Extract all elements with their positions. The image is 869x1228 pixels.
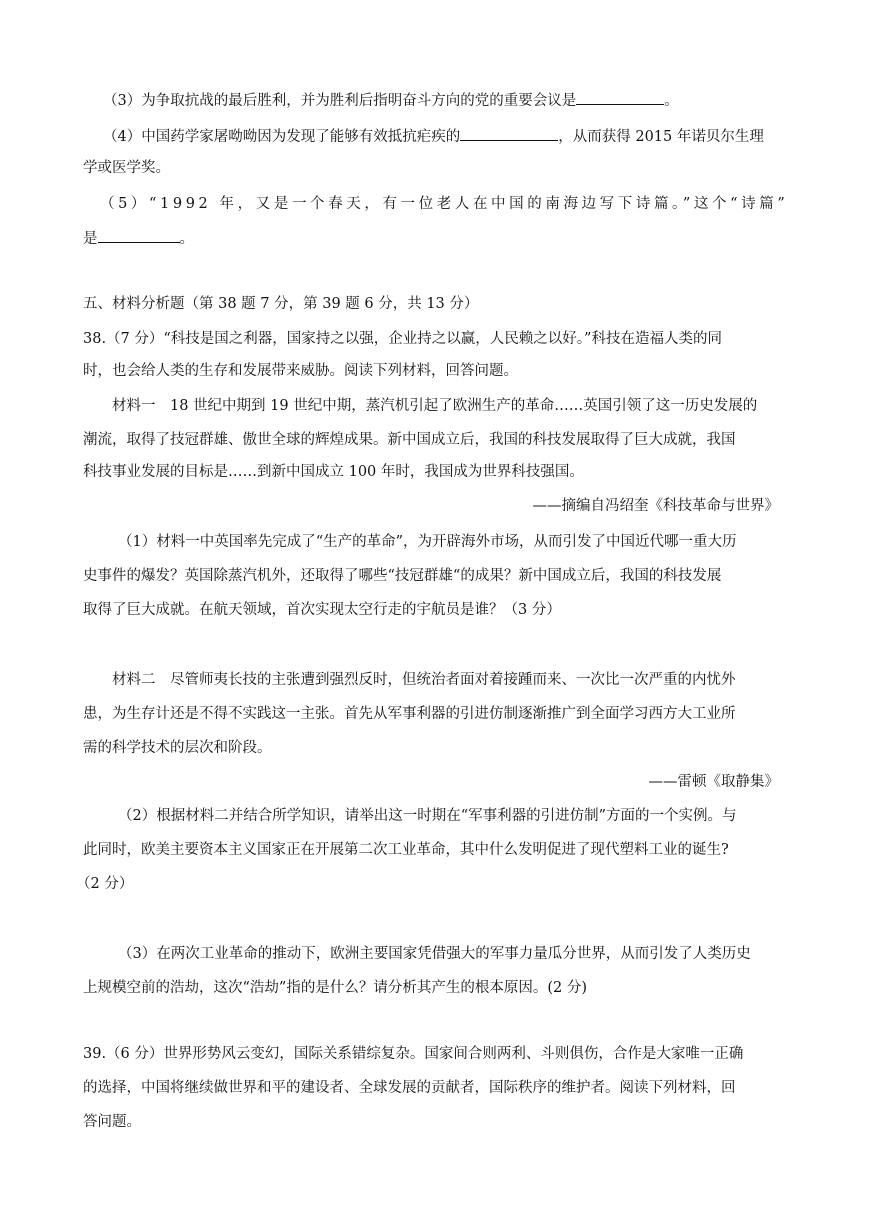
- section-heading: 五、材料分析题（第 38 题 7 分，第 39 题 6 分，共 13 分）: [83, 296, 479, 312]
- material-2-line-2: 患，为生存计还是不得不实践这一主张。首先从军事利器的引进仿制逐渐推广到全面学习西方大工业所: [83, 706, 736, 722]
- question-5-line-2: [83, 228, 194, 249]
- q39-line-3: 答问题。: [83, 1114, 141, 1130]
- q38-sub2-line-2: 此同时，欧美主要资本主义国家正在开展第二次工业革命，其中什么发明促进了现代塑料工业的诞生?: [83, 842, 729, 858]
- question-4-line-2: 学或医学奖。: [83, 160, 170, 176]
- q4-text: （4）中国药学家屠呦呦因为发现了能够有效抵抗疟疾的: [103, 129, 461, 145]
- question-5-line-1: （5）“1992 年，又是一个春天，有一位老人在中国的南海边写下诗篇。”这个“诗篇”: [100, 196, 789, 212]
- answer-blank[interactable]: [460, 126, 558, 141]
- question-3: [103, 90, 679, 111]
- material-1-line-2: 潮流，取得了技冠群雄、傲世全球的辉煌成果。新中国成立后，我国的科技发展取得了巨大成就，我国: [83, 432, 736, 448]
- q38-intro-line-1: 38.（7 分）“科技是国之利器，国家持之以强，企业持之以赢，人民赖之以好。”科技在造福人类的同: [83, 331, 722, 347]
- q3-text: （3）为争取抗战的最后胜利，并为胜利后指明奋斗方向的党的重要会议是: [103, 93, 577, 109]
- q4-text-after: ，从而获得 2015 年诺贝尔生理: [558, 129, 764, 145]
- q38-sub2-line-3: （2 分）: [76, 876, 134, 892]
- answer-blank[interactable]: [576, 90, 664, 105]
- material-1-line-3: 科技事业发展的目标是……到新中国成立 100 年时，我国成为世界科技强国。: [83, 464, 584, 480]
- q38-sub3-line-1: （3）在两次工业革命的推动下，欧洲主要国家凭借强大的军事力量瓜分世界，从而引发了人类历史: [118, 946, 751, 962]
- q3-end: 。: [664, 93, 679, 109]
- material-2-line-3: 需的科学技术的层次和阶段。: [83, 740, 272, 756]
- q39-line-1: 39.（6 分）世界形势风云变幻，国际关系错综复杂。国家间合则两利、斗则俱伤，合作是大家唯一正确: [83, 1046, 744, 1062]
- q38-sub1-line-3: 取得了巨大成就。在航天领域，首次实现太空行走的宇航员是谁？（3 分）: [83, 602, 561, 618]
- material-2-source: ——雷顿《取静集》: [648, 774, 779, 790]
- q38-intro-line-2: 时，也会给人类的生存和发展带来威胁。阅读下列材料，回答问题。: [83, 363, 518, 379]
- q38-sub1-line-1: （1）材料一中英国率先完成了“生产的革命”，为开辟海外市场，从而引发了中国近代哪一重大历: [118, 534, 737, 550]
- question-4-line-1: [103, 126, 764, 147]
- q5-end: 。: [179, 231, 194, 247]
- q38-sub2-line-1: （2）根据材料二并结合所学知识，请举出这一时期在“军事利器的引进仿制”方面的一个实例。与: [118, 808, 737, 824]
- material-1-line-1: 材料一 18 世纪中期到 19 世纪中期，蒸汽机引起了欧洲生产的革命……英国引领了这一历史发展的: [112, 398, 758, 414]
- q5-text: 是: [83, 231, 98, 247]
- answer-blank[interactable]: [98, 228, 180, 243]
- material-2-line-1: 材料二 尽管师夷长技的主张遭到强烈反时，但统治者面对着接踵而来、一次比一次严重的内忧外: [112, 672, 736, 688]
- q39-line-2: 的选择，中国将继续做世界和平的建设者、全球发展的贡献者，国际秩序的维护者。阅读下列材料，回: [83, 1080, 736, 1096]
- material-1-source: ——摘编自冯绍奎《科技革命与世界》: [532, 498, 779, 514]
- q38-sub1-line-2: 史事件的爆发？英国除蒸汽机外，还取得了哪些“技冠群雄“的成果？新中国成立后，我国的科技发展: [83, 568, 722, 584]
- q38-sub3-line-2: 上规模空前的浩劫，这次“浩劫”指的是什么？请分析其产生的根本原因。(2 分): [83, 980, 587, 996]
